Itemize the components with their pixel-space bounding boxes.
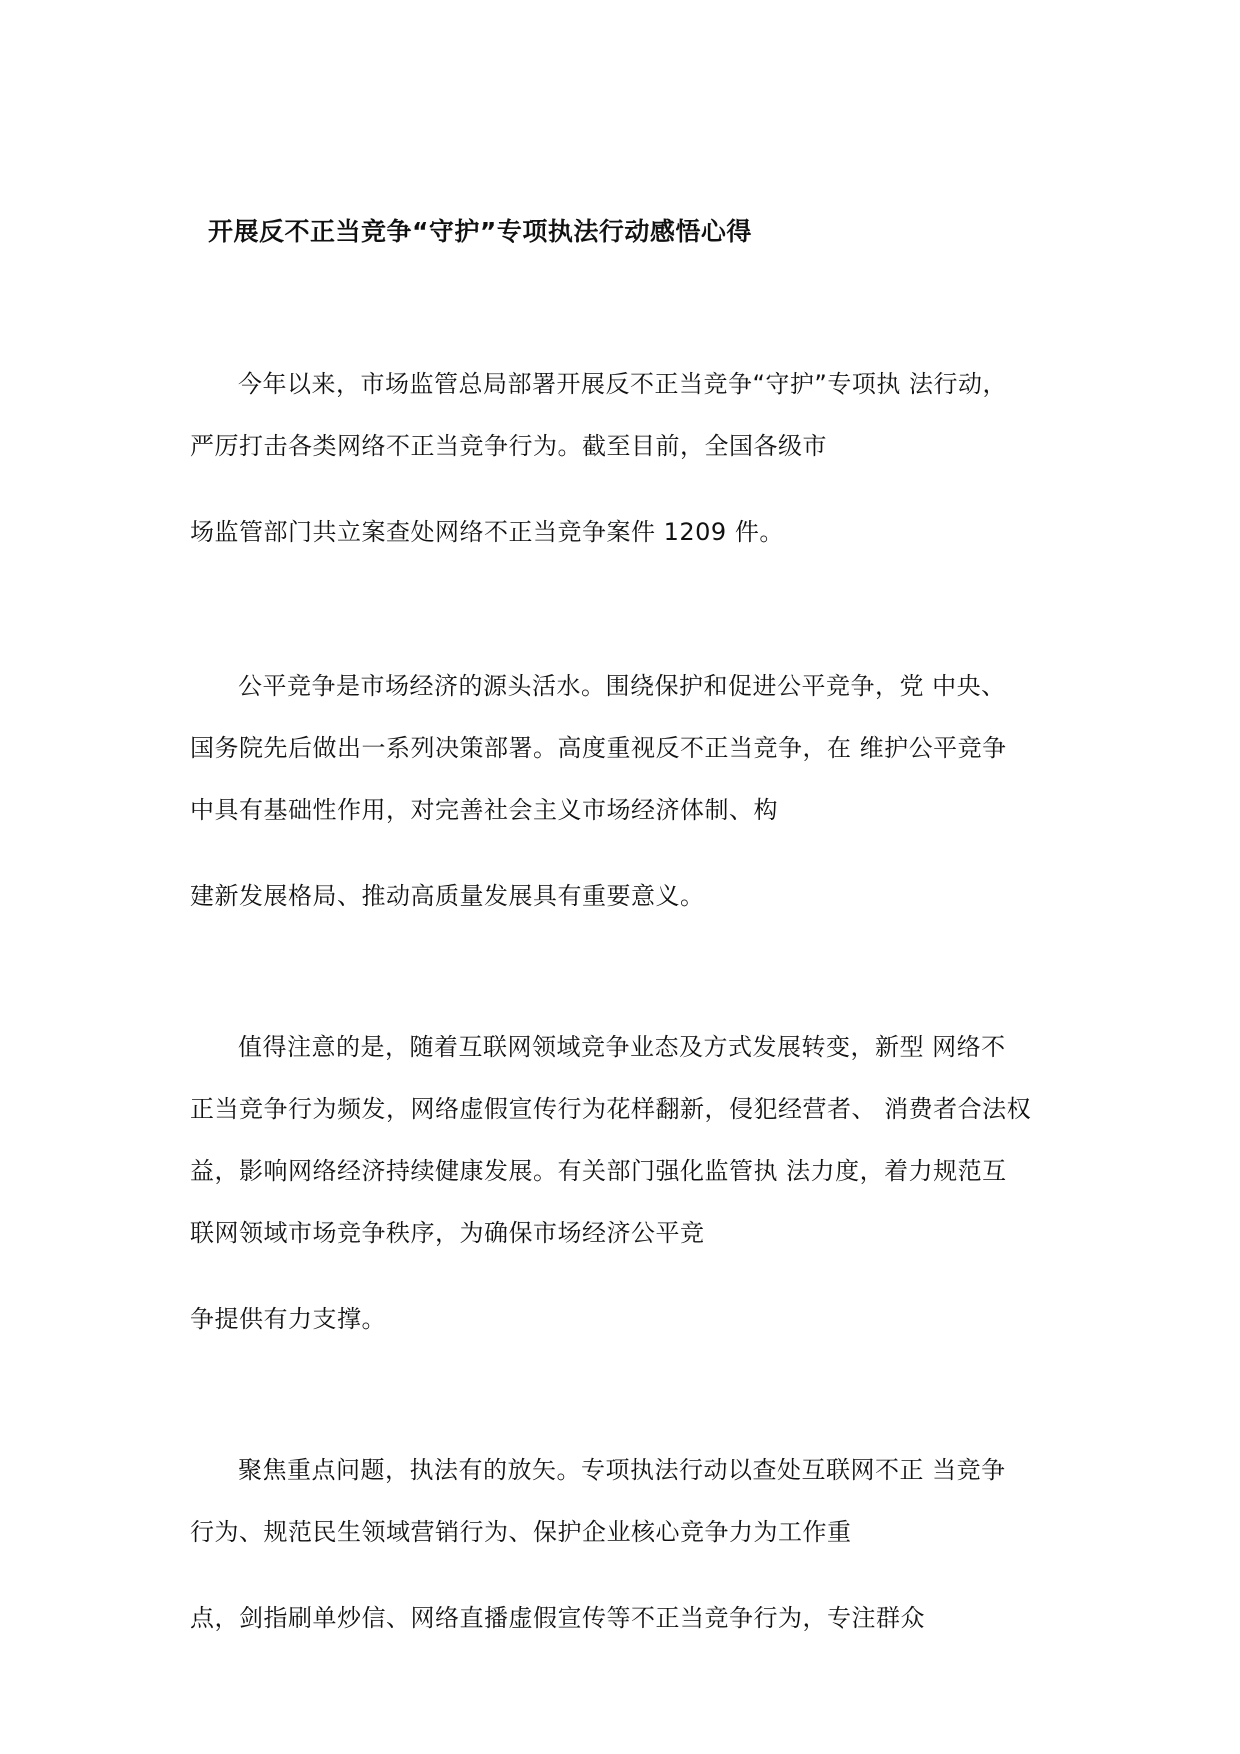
paragraph-3-line-3: 益，影响网络经济持续健康发展。有关部门强化监管执 法力度，着力规范互 (190, 1157, 1007, 1185)
paragraph-4-line-3: 点，剑指刷单炒信、网络直播虚假宣传等不正当竞争行为，专注群众 (190, 1604, 925, 1632)
paragraph-4-line-2: 行为、规范民生领域营销行为、保护企业核心竞争力为工作重 (190, 1518, 852, 1546)
paragraph-3-line-1: 值得注意的是，随着互联网领域竞争业态及方式发展转变，新型 网络不 (238, 1033, 1006, 1061)
paragraph-2-line-1: 公平竞争是市场经济的源头活水。围绕保护和促进公平竞争，党 中央、 (238, 672, 1006, 700)
document-title: 开展反不正当竞争“守护”专项执法行动感悟心得 (208, 217, 752, 246)
paragraph-2-line-3: 中具有基础性作用，对完善社会主义市场经济体制、构 (190, 796, 778, 824)
paragraph-3-line-5: 争提供有力支撑。 (190, 1305, 386, 1333)
paragraph-3-line-4: 联网领域市场竞争秩序，为确保市场经济公平竞 (190, 1219, 705, 1247)
paragraph-1-line-2: 严厉打击各类网络不正当竞争行为。截至目前，全国各级市 (190, 432, 827, 460)
paragraph-2-line-4: 建新发展格局、推动高质量发展具有重要意义。 (190, 882, 705, 910)
paragraph-4-line-1: 聚焦重点问题，执法有的放矢。专项执法行动以查处互联网不正 当竞争 (238, 1456, 1006, 1484)
paragraph-3-line-2: 正当竞争行为频发，网络虚假宣传行为花样翻新，侵犯经营者、 消费者合法权 (190, 1095, 1032, 1123)
paragraph-1-line-1: 今年以来，市场监管总局部署开展反不正当竞争“守护”专项执 法行动， (238, 370, 1007, 398)
paragraph-2-line-2: 国务院先后做出一系列决策部署。高度重视反不正当竞争，在 维护公平竞争 (190, 734, 1007, 762)
paragraph-1-line-3: 场监管部门共立案查处网络不正当竞争案件 1209 件。 (190, 518, 784, 546)
